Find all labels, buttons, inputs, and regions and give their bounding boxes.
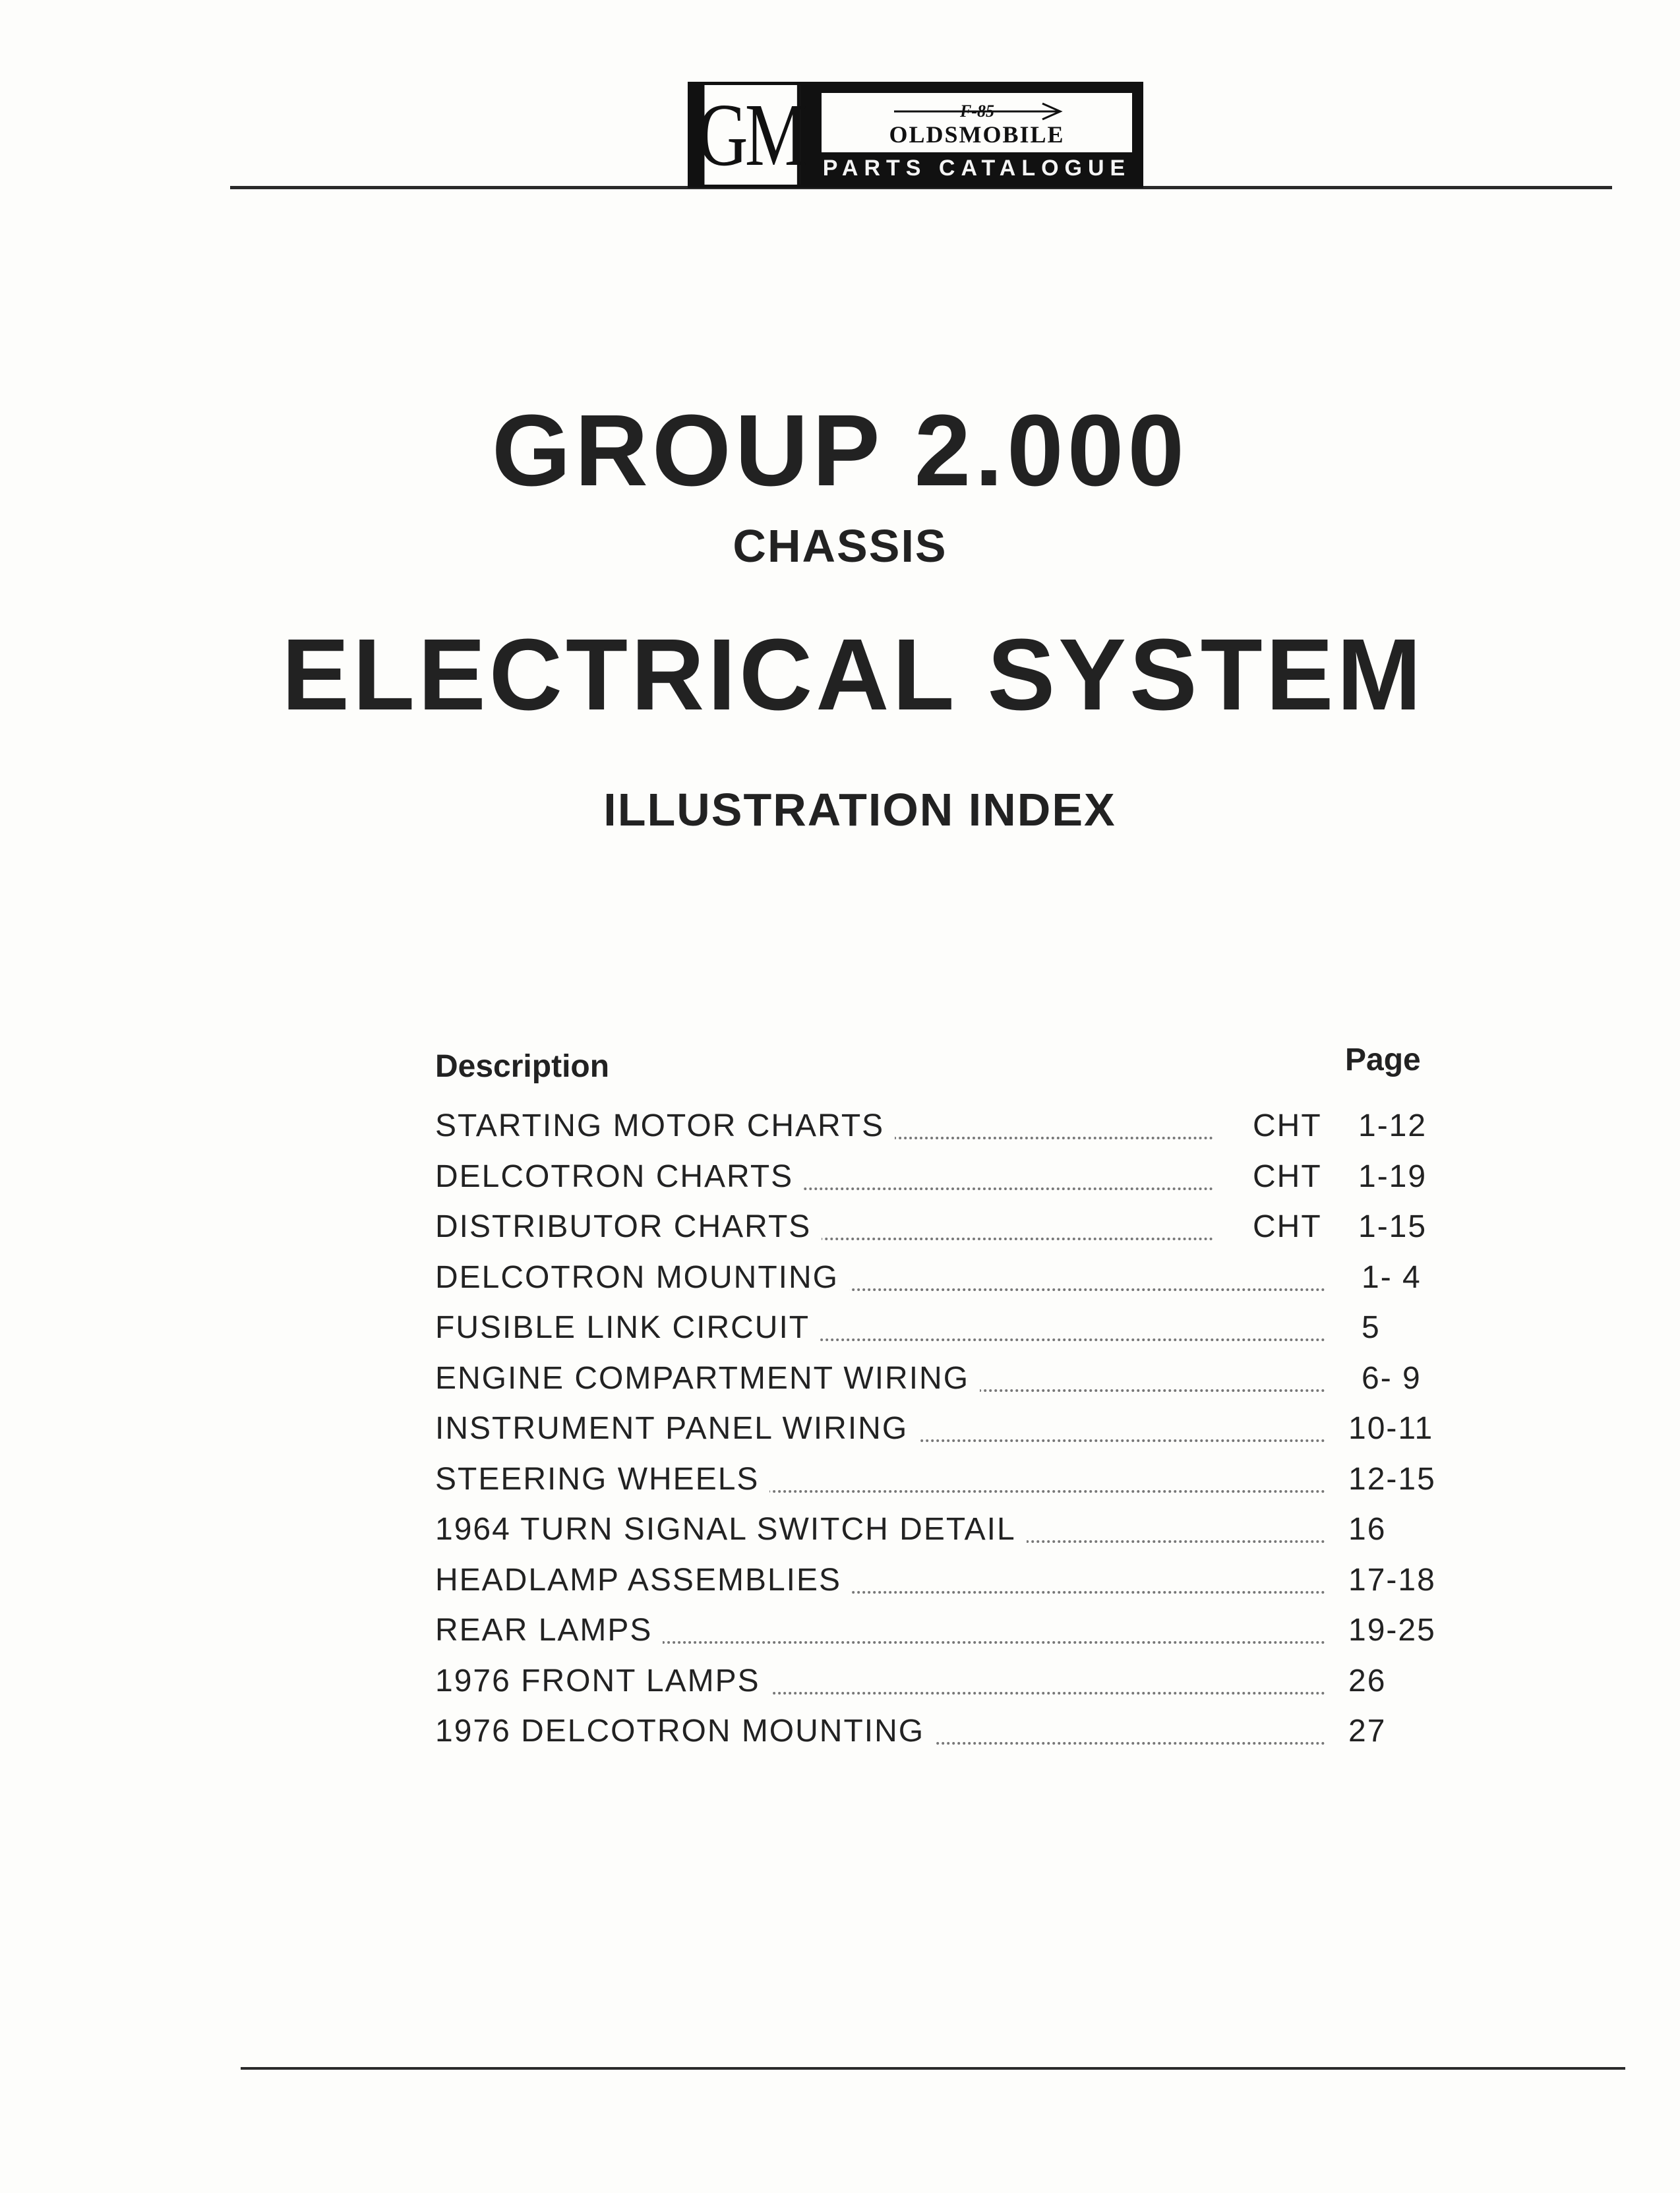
row-description: STARTING MOTOR CHARTS bbox=[435, 1108, 895, 1144]
row-page: 10-11 bbox=[1348, 1411, 1434, 1446]
row-description: DELCOTRON CHARTS bbox=[435, 1158, 804, 1195]
row-description: INSTRUMENT PANEL WIRING bbox=[435, 1410, 918, 1447]
f85-arrow-icon bbox=[894, 98, 1065, 125]
row-prefix: CHT bbox=[1253, 1108, 1322, 1143]
index-row bbox=[435, 1108, 1437, 1158]
bottom-rule bbox=[241, 2067, 1625, 2070]
row-page: 1-19 bbox=[1358, 1158, 1427, 1194]
row-page: 1- 4 bbox=[1362, 1259, 1422, 1295]
row-page: 5 bbox=[1362, 1310, 1381, 1345]
index-row bbox=[435, 1209, 1437, 1259]
index-row bbox=[435, 1612, 1437, 1663]
group-heading: GROUP 2.000 bbox=[491, 394, 1189, 507]
row-page: 17-18 bbox=[1348, 1562, 1436, 1598]
row-page: 12-15 bbox=[1348, 1461, 1436, 1497]
index-row bbox=[435, 1360, 1437, 1411]
index-row bbox=[435, 1259, 1437, 1310]
page-title: ELECTRICAL SYSTEM bbox=[282, 618, 1425, 731]
row-page: 26 bbox=[1348, 1663, 1387, 1698]
index-table bbox=[435, 1108, 1437, 1764]
brand-subtitle: PARTS CATALOGUE bbox=[822, 156, 1131, 181]
index-row bbox=[435, 1309, 1437, 1360]
row-page: 1-12 bbox=[1358, 1108, 1427, 1143]
row-description: 1976 FRONT LAMPS bbox=[435, 1663, 771, 1699]
row-page: 6- 9 bbox=[1362, 1360, 1422, 1396]
index-row bbox=[435, 1410, 1437, 1461]
row-description: STEERING WHEELS bbox=[435, 1461, 769, 1497]
row-description: 1976 DELCOTRON MOUNTING bbox=[435, 1713, 935, 1749]
brand-block bbox=[814, 85, 1140, 185]
chassis-subheading: CHASSIS bbox=[733, 520, 947, 572]
row-page: 16 bbox=[1348, 1512, 1387, 1547]
section-heading: ILLUSTRATION INDEX bbox=[603, 784, 1116, 835]
index-row bbox=[435, 1663, 1437, 1714]
index-row bbox=[435, 1158, 1437, 1209]
index-row bbox=[435, 1713, 1437, 1764]
brand-top bbox=[822, 93, 1132, 152]
row-prefix: CHT bbox=[1253, 1158, 1322, 1194]
row-description: HEADLAMP ASSEMBLIES bbox=[435, 1562, 852, 1598]
column-header-page: Page bbox=[1345, 1042, 1421, 1077]
column-header-description: Description bbox=[435, 1049, 610, 1084]
gm-oldsmobile-logo bbox=[688, 82, 1143, 188]
index-row bbox=[435, 1461, 1437, 1512]
row-prefix: CHT bbox=[1253, 1209, 1322, 1244]
gm-mark: GM bbox=[697, 85, 804, 185]
f85-text: F-85 bbox=[960, 102, 994, 121]
index-row bbox=[435, 1511, 1437, 1562]
row-page: 27 bbox=[1348, 1714, 1387, 1749]
row-description: FUSIBLE LINK CIRCUIT bbox=[435, 1309, 820, 1346]
row-description: 1964 TURN SIGNAL SWITCH DETAIL bbox=[435, 1511, 1027, 1547]
brand-name: OLDSMOBILE bbox=[889, 121, 1065, 148]
row-page: 19-25 bbox=[1348, 1613, 1436, 1648]
index-row bbox=[435, 1562, 1437, 1613]
row-description: DISTRIBUTOR CHARTS bbox=[435, 1209, 822, 1245]
row-page: 1-15 bbox=[1358, 1209, 1427, 1244]
row-description: ENGINE COMPARTMENT WIRING bbox=[435, 1360, 980, 1397]
row-description: DELCOTRON MOUNTING bbox=[435, 1259, 849, 1296]
row-description: REAR LAMPS bbox=[435, 1612, 663, 1648]
